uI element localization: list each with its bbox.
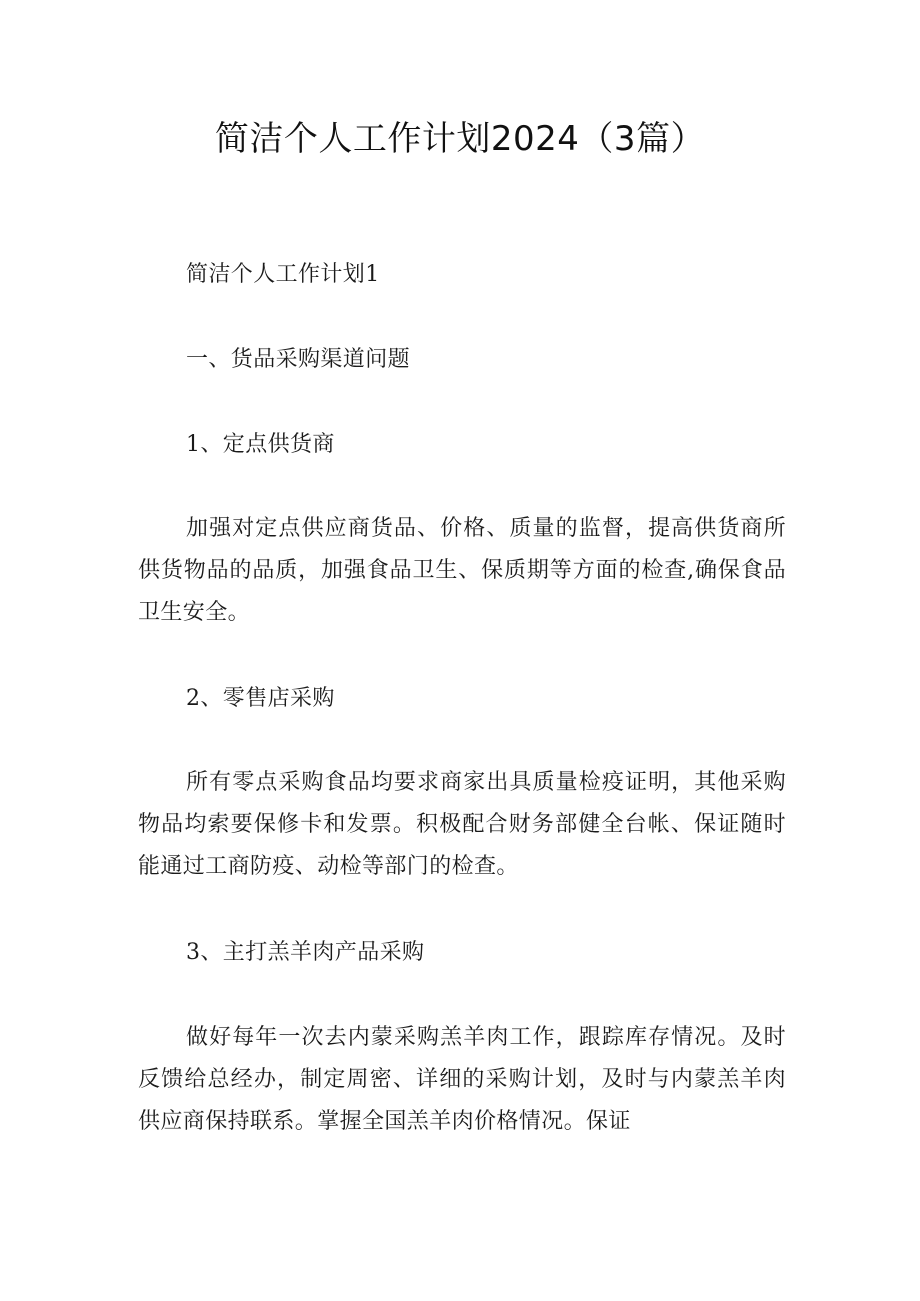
subsection-heading: 3、主打羔羊肉产品采购 (186, 940, 425, 965)
body-paragraph: 加强对定点供应商货品、价格、质量的监督，提高供货商所供货物品的品质，加强食品卫生、保质期等方面的检查,确保食品卫生安全。 (138, 516, 786, 625)
section-heading: 一、货品采购渠道问题 (186, 347, 411, 372)
document-title: 简洁个人工作计划2024（3篇） (214, 119, 706, 159)
subsection-heading: 1、定点供货商 (186, 432, 335, 457)
section-heading: 简洁个人工作计划1 (186, 262, 380, 287)
body-paragraph: 做好每年一次去内蒙采购羔羊肉工作，跟踪库存情况。及时反馈给总经办，制定周密、详细的采购计划，及时与内蒙羔羊肉供应商保持联系。掌握全国羔羊肉价格情况。保证 (138, 1025, 786, 1134)
body-paragraph: 所有零点采购食品均要求商家出具质量检疫证明，其他采购物品均索要保修卡和发票。积极配合财务部健全台帐、保证随时能通过工商防疫、动检等部门的检查。 (138, 770, 786, 879)
subsection-heading: 2、零售店采购 (186, 686, 335, 711)
